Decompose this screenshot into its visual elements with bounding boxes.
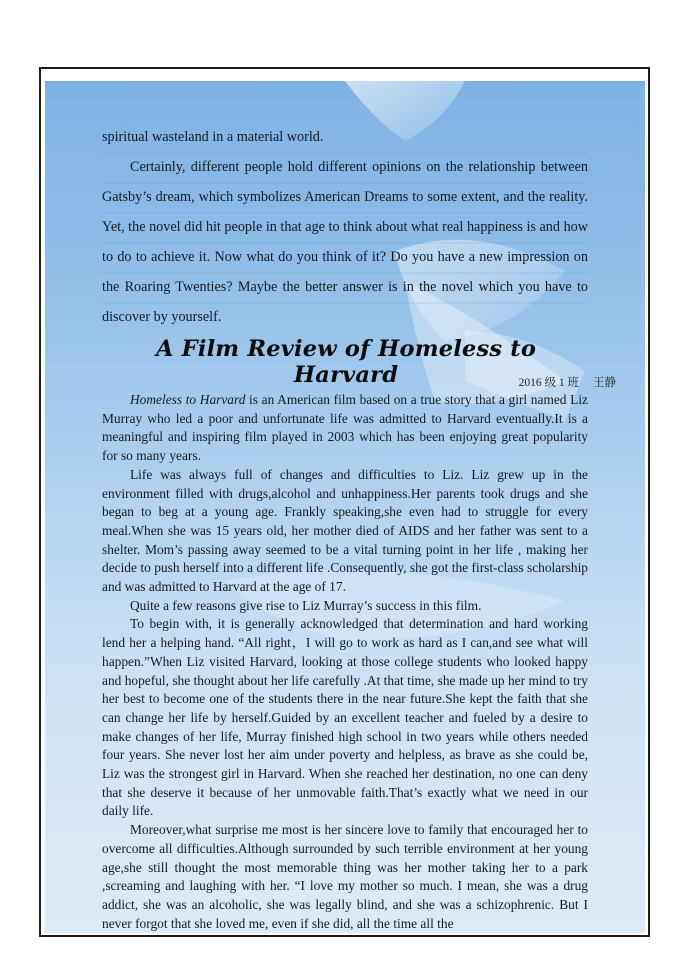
intro-text: is an American film based on a true story that a girl named Liz Murray who led a poor and unfortunate life was admitted to Harvard eventually.It is a meaningful and inspiring film played in 2003 which has been enjoying great popularity for so many years.: [102, 392, 588, 464]
paragraph-reasons: Quite a few reasons give rise to Liz Murray’s success in this film.: [130, 597, 482, 613]
film-title-inline: Homeless to Harvard: [130, 392, 246, 407]
previous-article-ending: [102, 122, 588, 332]
author-class: 2016 级 1 班: [518, 377, 579, 389]
author-name: 王静: [593, 377, 616, 389]
article-body: [102, 391, 588, 933]
paragraph-family-love: Moreover,what surprise me most is her sincere love to family that encouraged her to overcome all difficulties.Although surrounded by such terrible environment at her young age,she still thought the most memorable thing was her mother taking her to a park ,screaming and laughing with her. “I love my mother so much. I mean, she was a drug addict, she was an alcoholic, she was legally blind, and she was a schizophrenic. But I never forgot that she loved me, even if she did, all the time all the: [102, 822, 588, 931]
paragraph-ending: spiritual wasteland in a material world.: [102, 129, 324, 145]
paragraph-background: Life was always full of changes and difficulties to Liz. Liz grew up in the environment filled with drugs,alcohol and unhappiness.Her parents took drugs and she began to beg at a young age. Frankly speaking,she even had to struggle for every meal.When she was 15 years old, her mother died of AIDS and her father was sent to a shelter. Mom’s passing away seemed to be a vital turning point in her life , making her decide to push herself into a different life .Consequently, she got the first-class scholarship and was admitted to Harvard at the age of 17.: [102, 466, 588, 595]
author-byline: [519, 374, 616, 390]
paragraph-intro: [102, 391, 588, 466]
paragraph-conclusion: Certainly, different people hold different opinions on the relationship between Gatsby’s dream, which symbolizes American Dreams to some extent, and the reality. Yet, the novel did hit people in that age to think about what real happiness is and how to do to achieve it. Now what do you think of it? Do you have a new impression on the Roaring Twenties? Maybe the better answer is in the novel which you have to discover by yourself.: [102, 159, 588, 325]
article-title: A Film Review of Homeless to Harvard: [155, 336, 537, 388]
paragraph-determination: To begin with, it is generally acknowledged that determination and hard working lend her a helping hand. “All right，I will go to work as hard as I can,and see what will happen.”When Liz visited Harvard, looking at those college students who looked happy and hopeful, she thought about her life carefully .At that time, she made up her mind to try her best to become one of the students there in the near future.She kept the faith that she can change her life by herself.Guided by an excellent teacher and fueled by a desire to make changes of her life, Murray finished high school in two years while others needed four years. She never lost her aim under poverty and helpless, as brave as she could be, Liz was the strongest girl in Harvard. When she reached her destination, no one can deny that she deserve it because of her unmovable faith.That’s exactly what we need in our daily life.: [102, 616, 588, 819]
